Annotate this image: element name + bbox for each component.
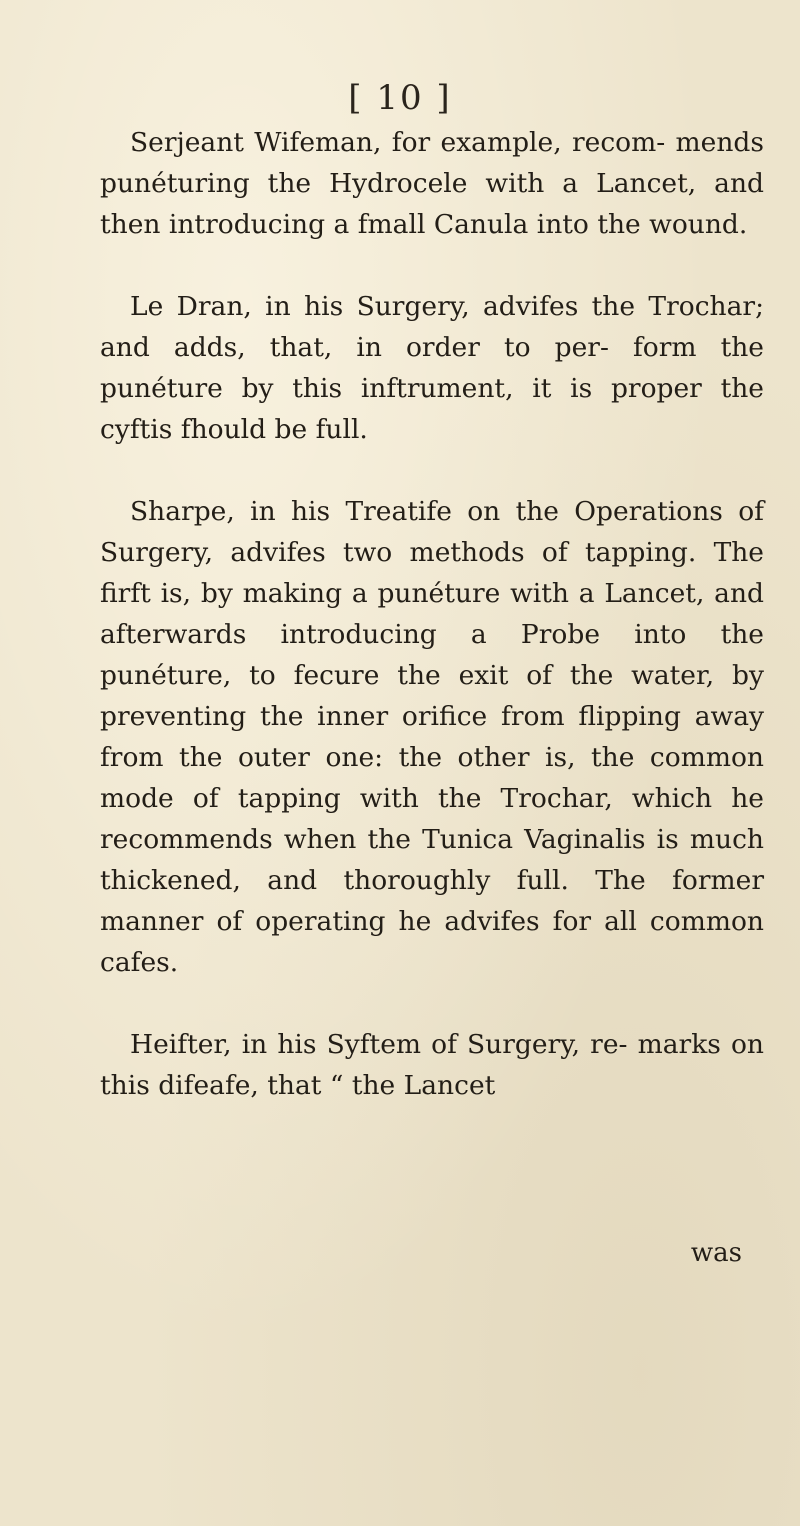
paragraph-sharpe: Sharpe, in his Treatife on the Operations of Surgery, advifes two methods of tapping. The firft is, by making a punéture with a Lancet, and afterwards introducing a Probe into the punéture, to fecure the exit of the water, by preventing the inner orifice from flipping away from the outer one: the other is, the common mode of tapping with the Trochar, which he recommends when the Tunica Vaginalis is much thickened, and thoroughly full. The former manner of operating he advifes for all common cafes.: [100, 496, 764, 978]
page-number: [ 10 ]: [348, 78, 452, 118]
page-body: [100, 122, 764, 1106]
paragraph-le-dran: Le Dran, in his Surgery, advifes the Trochar; and adds, that, in order to per- form the punéture by this inftrument, it is proper the cyftis fhould be full.: [100, 291, 764, 445]
catchword: was: [690, 1238, 742, 1268]
paragraph-heister: Heifter, in his Syftem of Surgery, re- marks on this difeafe, that “ the Lancet: [100, 1029, 764, 1101]
paragraph-wiseman: Serjeant Wifeman, for example, recom- mends punéturing the Hydrocele with a Lancet, and then introducing a fmall Canula into the wound.: [100, 127, 764, 240]
